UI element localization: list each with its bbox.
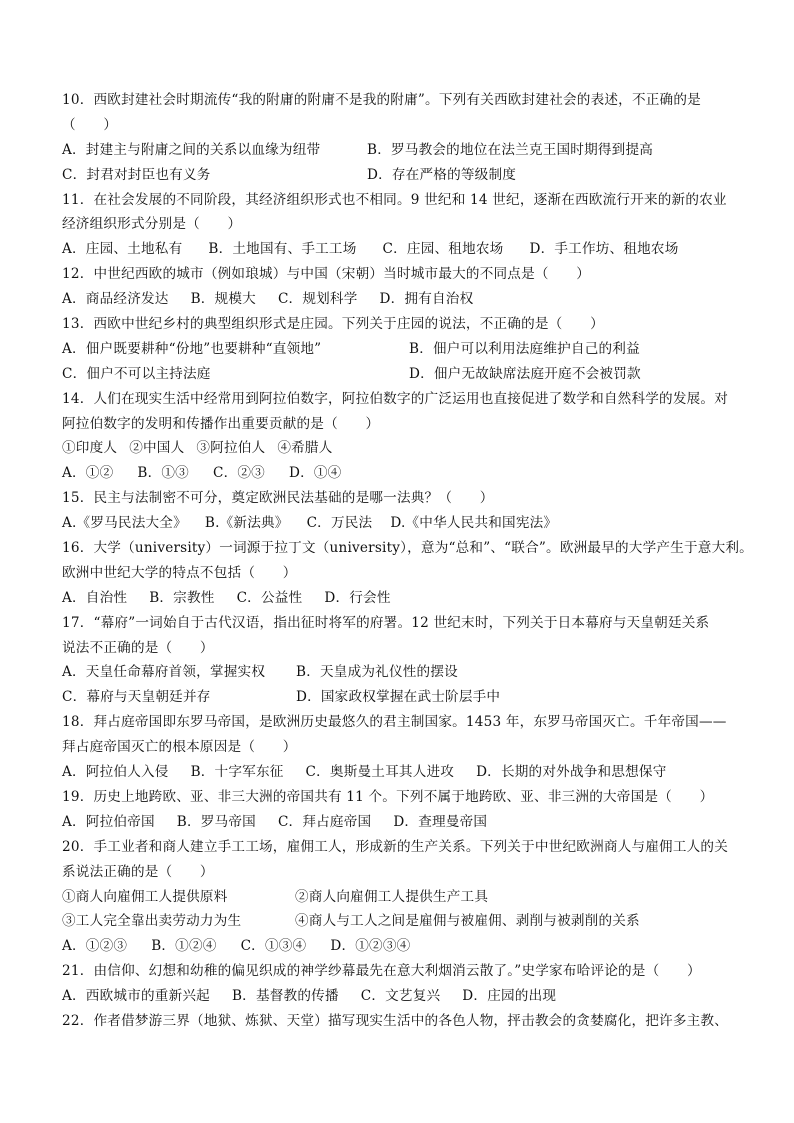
option-row	[62, 984, 742, 1009]
option-c[interactable]: C．拜占庭帝国	[277, 813, 372, 830]
question-stem: 21．由信仰、幻想和幼稚的偏见织成的神学纱幕最先在意大利烟消云散了。”史学家布哈评论的是（ ）	[62, 963, 701, 980]
question-11	[62, 188, 742, 263]
option-d[interactable]: D．长期的对外战争和思想保守	[476, 764, 667, 781]
option-a[interactable]: A．西欧城市的重新兴起	[62, 988, 210, 1005]
question-stem: 拜占庭帝国灭亡的根本原因是（ ）	[62, 739, 297, 756]
exam-page	[62, 88, 753, 1034]
option-d[interactable]: D．拥有自治权	[379, 291, 474, 308]
question-19	[62, 785, 742, 835]
question-stem: 13．西欧中世纪乡村的典型组织形式是庄园。下列关于庄园的说法，不正确的是（ ）	[62, 316, 604, 333]
question-10	[62, 88, 742, 188]
choice-item: ①商人向雇佣工人提供原料	[62, 888, 228, 905]
option-b[interactable]: B．天皇成为礼仪性的摆设	[296, 664, 458, 681]
option-row	[62, 461, 742, 486]
option-c[interactable]: C．奥斯曼土耳其人进攻	[305, 764, 455, 781]
option-row	[62, 685, 742, 710]
question-stem: 10．西欧封建社会时期流传“我的附庸的附庸不是我的附庸”。下列有关西欧封建社会的表述，不正确的是	[62, 92, 701, 108]
question-12	[62, 262, 742, 312]
option-b[interactable]: B．①③	[137, 465, 189, 482]
question-16	[62, 536, 753, 611]
choice-row	[62, 909, 742, 934]
option-b[interactable]: B．罗马帝国	[176, 813, 256, 830]
choice-row	[62, 885, 742, 910]
option-a[interactable]: A．天皇任命幕府首领，掌握实权	[62, 664, 266, 681]
option-b[interactable]: B．罗马教会的地位在法兰克王国时期得到提高	[367, 141, 654, 158]
option-row	[62, 138, 742, 163]
option-d[interactable]: D．行会性	[324, 589, 391, 606]
option-row	[62, 287, 742, 312]
question-21	[62, 959, 742, 1009]
option-b[interactable]: B．土地国有、手工工场	[208, 241, 357, 258]
option-a[interactable]: A．①②③	[62, 938, 128, 955]
question-17	[62, 611, 742, 711]
question-stem: 阿拉伯数字的发明和传播作出重要贡献的是（ ）	[62, 415, 380, 432]
option-d[interactable]: D.《中华人民共和国宪法》	[390, 515, 558, 532]
option-c[interactable]: C．②③	[212, 465, 265, 482]
option-c[interactable]: C．佃户不可以主持法庭	[62, 365, 211, 382]
option-c[interactable]: C．封君对封臣也有义务	[62, 166, 211, 183]
option-c[interactable]: C．规划科学	[277, 291, 358, 308]
option-row	[62, 760, 742, 785]
option-row	[62, 337, 742, 362]
option-row	[62, 586, 742, 611]
option-c[interactable]: C．文艺复兴	[360, 988, 441, 1005]
option-a[interactable]: A．佃户既要耕种“份地”也要耕种“直领地”	[62, 340, 322, 357]
choice-item: ③阿拉伯人	[196, 440, 266, 457]
option-a[interactable]: A．庄园、土地私有	[62, 241, 183, 258]
question-22	[62, 1009, 742, 1034]
option-row	[62, 511, 742, 536]
question-stem: 系说法正确的是（ ）	[62, 863, 214, 880]
option-row	[62, 362, 742, 387]
option-a[interactable]: A．阿拉伯帝国	[62, 813, 155, 830]
option-d[interactable]: D．查理曼帝国	[393, 813, 488, 830]
option-b[interactable]: B．十字军东征	[190, 764, 284, 781]
choice-item: ④希腊人	[277, 440, 333, 457]
question-15	[62, 486, 742, 536]
option-d[interactable]: D．手工作坊、租地农场	[529, 241, 679, 258]
option-d[interactable]: D．①④	[288, 465, 342, 482]
option-a[interactable]: A．封建主与附庸之间的关系以血缘为纽带	[62, 141, 321, 158]
question-18	[62, 710, 742, 785]
option-c[interactable]: C．①③④	[240, 938, 307, 955]
option-a[interactable]: A．阿拉伯人入侵	[62, 764, 169, 781]
option-c[interactable]: C．万民法	[306, 515, 373, 532]
option-row	[62, 934, 742, 959]
choice-item: ④商人与工人之间是雇佣与被雇佣、剥削与被剥削的关系	[295, 913, 640, 930]
question-stem: （ ）	[62, 116, 118, 133]
option-a[interactable]: A．商品经济发达	[62, 291, 169, 308]
option-a[interactable]: A．①②	[62, 465, 114, 482]
option-b[interactable]: B．宗教性	[149, 589, 215, 606]
option-c[interactable]: C．公益性	[236, 589, 303, 606]
question-stem: 17．“幕府”一词始自于古代汉语，指出征时将军的府署。12 世纪末时，下列关于日本幕府与天皇朝廷关系	[62, 614, 710, 631]
question-stem: 20．手工业者和商人建立手工工场，雇佣工人，形成新的生产关系。下列关于中世纪欧洲商人与雇佣工人的关	[62, 838, 728, 855]
question-stem: 说法不正确的是（ ）	[62, 639, 214, 656]
option-row	[62, 660, 742, 685]
choice-item: ②商人向雇佣工人提供生产工具	[295, 888, 489, 905]
question-stem: 11．在社会发展的不同阶段，其经济组织形式也不相同。9 世纪和 14 世纪，逐渐在西欧流行开来的新的农业	[62, 191, 727, 208]
option-b[interactable]: B．佃户可以利用法庭维护自己的利益	[409, 340, 640, 357]
option-b[interactable]: B．①②④	[151, 938, 217, 955]
question-stem: 22．作者借梦游三界（地狱、炼狱、天堂）描写现实生活中的各色人物，抨击教会的贪婪腐化，把许多主教、	[62, 1012, 728, 1029]
question-stem: 15．民主与法制密不可分，奠定欧洲民法基础的是哪一法典？（ ）	[62, 490, 494, 507]
option-d[interactable]: D．存在严格的等级制度	[367, 166, 517, 183]
option-c[interactable]: C．幕府与天皇朝廷并存	[62, 689, 211, 706]
question-stem: 欧洲中世纪大学的特点不包括（ ）	[62, 564, 297, 581]
option-d[interactable]: D．庄园的出现	[462, 988, 557, 1005]
question-stem: 19．历史上地跨欧、亚、非三大洲的帝国共有 11 个。下列不属于地跨欧、亚、非三洲的大帝国是（ ）	[62, 788, 714, 805]
question-stem: 16．大学（university）一词源于拉丁文（university），意为“总和”、“联合”。欧洲最早的大学产生于意大利。	[62, 540, 753, 557]
question-stem: 经济组织形式分别是（ ）	[62, 216, 242, 233]
choice-row	[62, 436, 742, 461]
option-row	[62, 237, 742, 262]
option-row	[62, 810, 742, 835]
choice-item: ①印度人	[62, 440, 118, 457]
choice-item: ②中国人	[129, 440, 185, 457]
option-d[interactable]: D．佃户无故缺席法庭开庭不会被罚款	[409, 365, 641, 382]
question-14	[62, 387, 742, 487]
option-c[interactable]: C．庄园、租地农场	[382, 241, 504, 258]
question-stem: 14．人们在现实生活中经常用到阿拉伯数字，阿拉伯数字的广泛运用也直接促进了数学和自然科学的发展。对	[62, 390, 728, 407]
option-row	[62, 163, 742, 188]
option-b[interactable]: B．规模大	[190, 291, 256, 308]
option-a[interactable]: A．自治性	[62, 589, 128, 606]
option-b[interactable]: B．基督教的传播	[231, 988, 339, 1005]
option-d[interactable]: D．国家政权掌握在武士阶层手中	[296, 689, 501, 706]
question-20	[62, 835, 742, 959]
choice-item: ③工人完全靠出卖劳动力为生	[62, 913, 242, 930]
option-a[interactable]: A.《罗马民法大全》	[62, 515, 187, 532]
option-b[interactable]: B.《新法典》	[204, 515, 289, 532]
question-stem: 12．中世纪西欧的城市（例如琅城）与中国（宋朝）当时城市最大的不同点是（ ）	[62, 266, 591, 283]
question-13	[62, 312, 742, 387]
option-d[interactable]: D．①②③④	[330, 938, 411, 955]
question-stem: 18．拜占庭帝国即东罗马帝国，是欧洲历史最悠久的君主制国家。1453 年，东罗马帝国灭亡。千年帝国——	[62, 714, 727, 731]
